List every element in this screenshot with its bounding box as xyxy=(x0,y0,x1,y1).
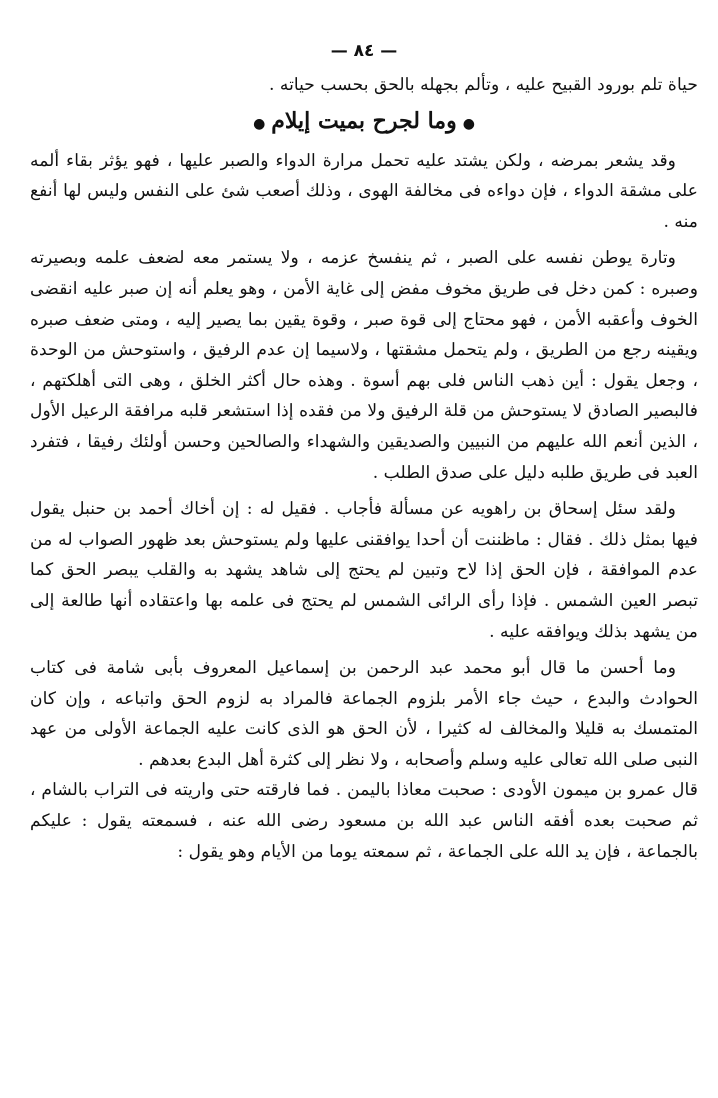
star-icon: ● xyxy=(253,115,266,132)
star-icon: ● xyxy=(462,115,475,132)
paragraph-3: وتارة يوطن نفسه على الصبر ، ثم ينفسخ عزمه ، ولا يستمر معه لضعف علمه وبصيرته وصبره : كمن دخل فى طريق مخوف مفض إلى غاية الأمن ، وهو يعلم أنه إن صبر عليه انقضى الخوف وأعقبه الأمن ، فهو محتاج إلى قوة صبر ، وقوة يقين بما يصير إليه ، ومتى ضعف صبره ويقينه رجع من الطريق ، ولم يتحمل مشقتها ، ولاسيما إن عدم الرفيق ، واستوحش من الوحدة ، وجعل يقول : أين ذهب الناس فلى بهم أسوة . وهذه حال أكثر الخلق ، وهى التى أهلكتهم ، فالبصير الصادق لا يستوحش من قلة الرفيق ولا من فقده إذا استشعر قلبه مرافقة الرعيل الأول ، الذين أنعم الله عليهم من النبيين والصديقين والشهداء والصالحين وحسن أولئك رفيقا ، فتفرد العبد فى طريق طلبه دليل على صدق الطلب . xyxy=(30,248,698,483)
paragraph-4: ولقد سئل إسحاق بن راهويه عن مسألة فأجاب . فقيل له : إن أخاك أحمد بن حنبل يقول فيها بمثل ذلك . فقال : ماظننت أن أحدا يوافقنى عليها ولم يستوحش بعد ظهور الصواب له من عدم الموافقة ، فإن الحق إذا لاح وتبين لم يحتج إلى شاهد يشهد به والقلب يبصر الحق كما تبصر العين الشمس . فإذا رأى الرائى الشمس لم يحتج فى علمه بها واعتقاده أنها طالعة إلى من يشهد بذلك ويوافقه عليه . xyxy=(30,499,698,642)
verse-text: وما لجرح بميت إيلام xyxy=(271,107,457,134)
paragraph-5: وما أحسن ما قال أبو محمد عبد الرحمن بن إسماعيل المعروف بأبى شامة فى كتاب الحوادث والبدع ، حيث جاء الأمر بلزوم الجماعة فالمراد به لزوم الحق واتباعه ، وإن كان المتمسك به قليلا والمخالف له كثيرا ، لأن الحق هو الذى كانت عليه الجماعة الأولى من عهد النبى صلى الله تعالى عليه وسلم وأصحابه ، ولا نظر إلى كثرة أهل البدع بعدهم . xyxy=(30,658,698,770)
paragraph-6: قال عمرو بن ميمون الأودى : صحبت معاذا باليمن . فما فارقته حتى واريته فى التراب بالشام ، ثم صحبت بعده أفقه الناس عبد الله بن مسعود رضى الله عنه ، فسمعته يقول : عليكم بالجماعة ، فإن يد الله على الجماعة ، ثم سمعته يوما من الأيام وهو يقول : xyxy=(30,780,698,862)
page-number: — ٨٤ — xyxy=(330,41,398,61)
paragraph-1: حياة تلم بورود القبيح عليه ، وتألم بجهله بالحق بحسب حياته . xyxy=(268,75,698,95)
paragraph-2: وقد يشعر بمرضه ، ولكن يشتد عليه تحمل مرارة الدواء والصبر عليها ، فهو يؤثر بقاء ألمه على مشقة الدواء ، فإن دواءه فى مخالفة الهوى ، وذلك أصعب شئ على النفس وليس لها أنفع منه . xyxy=(30,150,698,232)
document-page xyxy=(30,38,698,867)
verse-heading xyxy=(30,103,698,142)
